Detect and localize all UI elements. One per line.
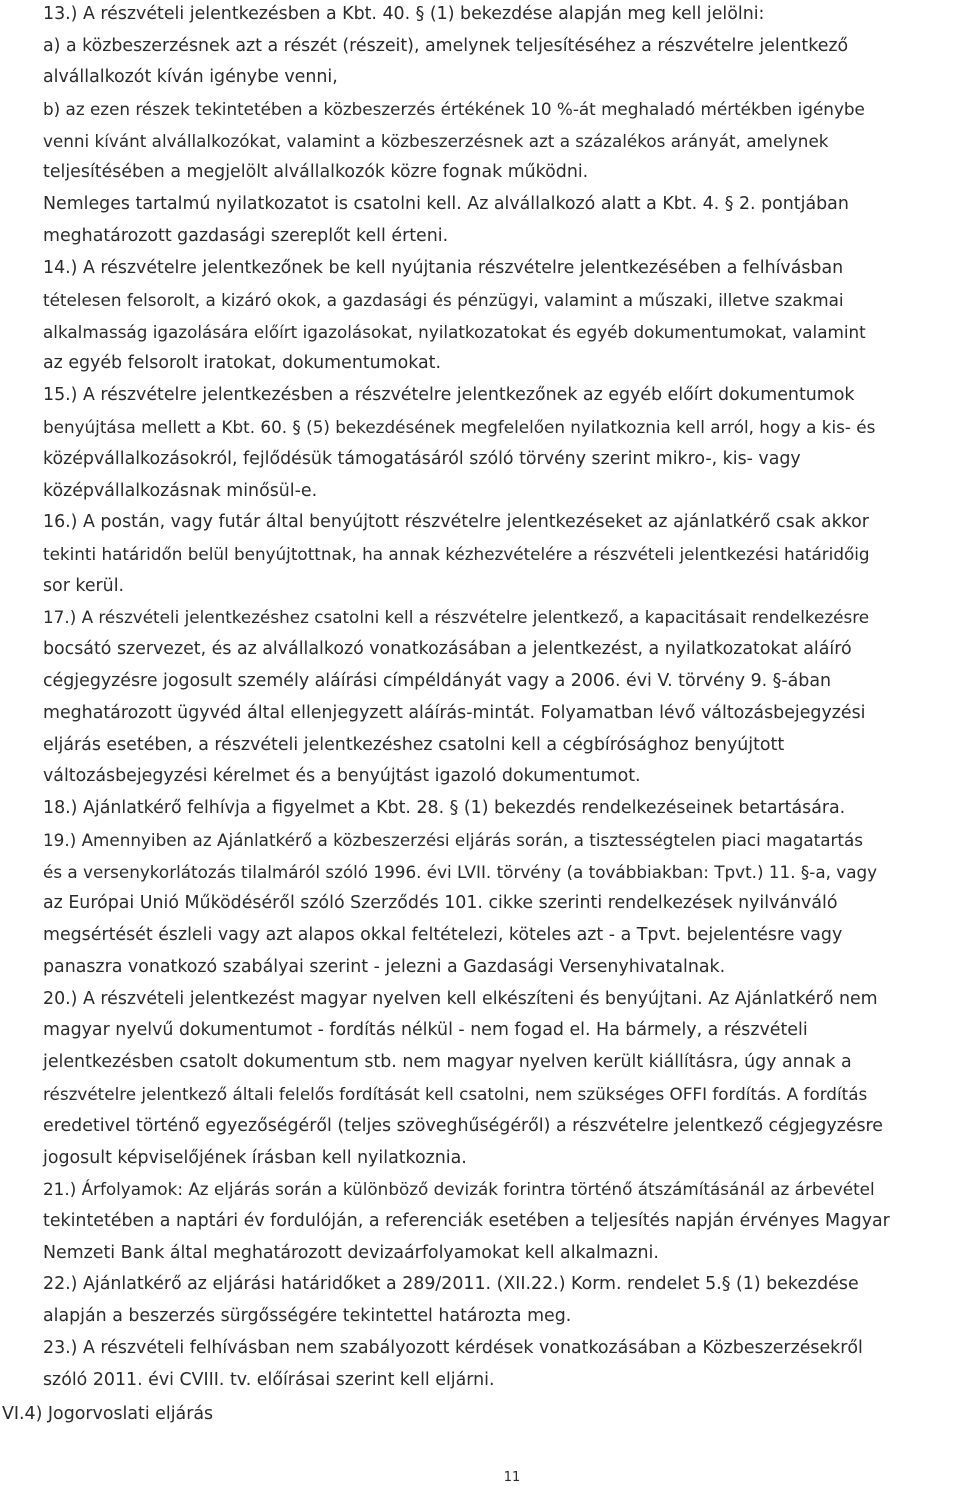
text-line: tekinti határidőn belül benyújtottnak, ha annak kézhezvételére a részvételi jelentkezési határidőig [43,544,870,564]
section-title: VI.4) Jogorvoslati eljárás [2,1404,214,1424]
text-line: meghatározott ügyvéd által ellenjegyzett aláírás-mintát. Folyamatban lévő változásbejegyzési [43,703,866,723]
text-line: b) az ezen részek tekintetében a közbeszerzés értékének 10 %-át meghaladó mértékben igénybe [43,99,865,119]
text-line: alkalmasság igazolására előírt igazolásokat, nyilatkozatokat és egyéb dokumentumokat, valamint [43,322,866,342]
text-line: és a versenykorlátozás tilalmáról szóló 1996. évi LVII. törvény (a továbbiakban: Tpvt.) 11. §-a, vagy [43,862,878,882]
text-line: 19.) Amennyiben az Ajánlatkérő a közbeszerzési eljárás során, a tisztességtelen piaci magatartás [43,830,864,850]
text-line: magyar nyelvű dokumentumot - fordítás nélkül - nem fogad el. Ha bármely, a részvételi [43,1020,808,1040]
text-line: 13.) A részvételi jelentkezésben a Kbt. 40. § (1) bekezdése alapján meg kell jelölni: [43,4,765,24]
text-line: 23.) A részvételi felhívásban nem szabályozott kérdések vonatkozásában a Közbeszerzésekről [43,1338,863,1358]
text-line: 20.) A részvételi jelentkezést magyar nyelven kell elkészíteni és benyújtani. Az Ajánlatkérő nem [43,989,878,1009]
text-line: panaszra vonatkozó szabályai szerint - jelezni a Gazdasági Versenyhivatalnak. [43,957,726,977]
text-line: bocsátó szervezet, és az alvállalkozó vonatkozásában a jelentkezést, a nyilatkozatokat aláíró [43,639,852,659]
text-line: 21.) Árfolyamok: Az eljárás során a különböző devizák forintra történő átszámításánál az árbevétel [43,1179,875,1199]
text-line: tekintetében a naptári év fordulóján, a referenciák esetében a teljesítés napján érvényes Magyar [43,1211,890,1231]
text-line: alvállalkozót kíván igénybe venni, [43,67,338,87]
text-line: sor kerül. [43,576,125,596]
text-line: 14.) A részvételre jelentkezőnek be kell nyújtania részvételre jelentkezésében a felhívásban [43,258,844,278]
text-line: eredetivel történő egyezőségéről (teljes szöveghűségéről) a részvételre jelentkező cégjegyzésre [43,1116,883,1136]
text-line: 16.) A postán, vagy futár által benyújtott részvételre jelentkezéseket az ajánlatkérő csak akkor [43,512,869,532]
text-line: 15.) A részvételre jelentkezésben a részvételre jelentkezőnek az egyéb előírt dokumentumok [43,385,855,405]
text-line: az egyéb felsorolt iratokat, dokumentumokat. [43,353,442,373]
text-line: cégjegyzésre jogosult személy aláírási címpéldányát vagy a 2006. évi V. törvény 9. §-ában [43,671,832,691]
text-line: meghatározott gazdasági szereplőt kell érteni. [43,226,449,246]
text-line: jogosult képviselőjének írásban kell nyilatkoznia. [43,1148,467,1168]
text-line: venni kívánt alvállalkozókat, valamint a közbeszerzésnek azt a százalékos arányát, amelynek [43,131,829,151]
text-line: alapján a beszerzés sürgősségére tekintettel határozta meg. [43,1306,572,1326]
text-line: teljesítésében a megjelölt alvállalkozók közre fognak működni. [43,162,589,182]
text-line: eljárás esetében, a részvételi jelentkezéshez csatolni kell a cégbírósághoz benyújtott [43,735,785,755]
text-line: megsértését észleli vagy azt alapos okkal feltételezi, köteles azt - a Tpvt. bejelentésre vagy [43,925,843,945]
text-line: középvállalkozásnak minősül-e. [43,481,318,501]
text-line: 18.) Ajánlatkérő felhívja a figyelmet a Kbt. 28. § (1) bekezdés rendelkezéseinek betartására. [43,798,846,818]
text-line: az Európai Unió Működéséről szóló Szerződés 101. cikke szerinti rendelkezések nyilvánváló [43,893,838,913]
text-line: jelentkezésben csatolt dokumentum stb. nem magyar nyelven került kiállításra, úgy annak a [43,1052,852,1072]
page-number: 11 [503,1470,521,1485]
text-line: részvételre jelentkező általi felelős fordítását kell csatolni, nem szükséges OFFI fordítás. A fordítás [43,1084,868,1104]
text-line: a) a közbeszerzésnek azt a részét (részeit), amelynek teljesítéséhez a részvételre jelentkező [43,36,849,56]
text-line: szóló 2011. évi CVIII. tv. előírásai szerint kell eljárni. [43,1370,495,1390]
text-line: Nemzeti Bank által meghatározott devizaárfolyamokat kell alkalmazni. [43,1243,659,1263]
text-line: tételesen felsorolt, a kizáró okok, a gazdasági és pénzügyi, valamint a műszaki, illetve szakmai [43,290,844,310]
text-line: benyújtása mellett a Kbt. 60. § (5) bekezdésének megfelelően nyilatkoznia kell arról, hogy a kis- és [43,417,876,437]
text-line: 22.) Ajánlatkérő az eljárási határidőket a 289/2011. (XII.22.) Korm. rendelet 5.§ (1) bekezdése [43,1274,859,1294]
text-line: 17.) A részvételi jelentkezéshez csatolni kell a részvételre jelentkező, a kapacitásait rendelkezésre [43,607,870,627]
text-line: Nemleges tartalmú nyilatkozatot is csatolni kell. Az alvállalkozó alatt a Kbt. 4. § 2. pontjában [43,194,849,214]
text-line: középvállalkozásokról, fejlődésük támogatásáról szóló törvény szerint mikro-, kis- vagy [43,449,801,469]
text-line: változásbejegyzési kérelmet és a benyújtást igazoló dokumentumot. [43,766,641,786]
